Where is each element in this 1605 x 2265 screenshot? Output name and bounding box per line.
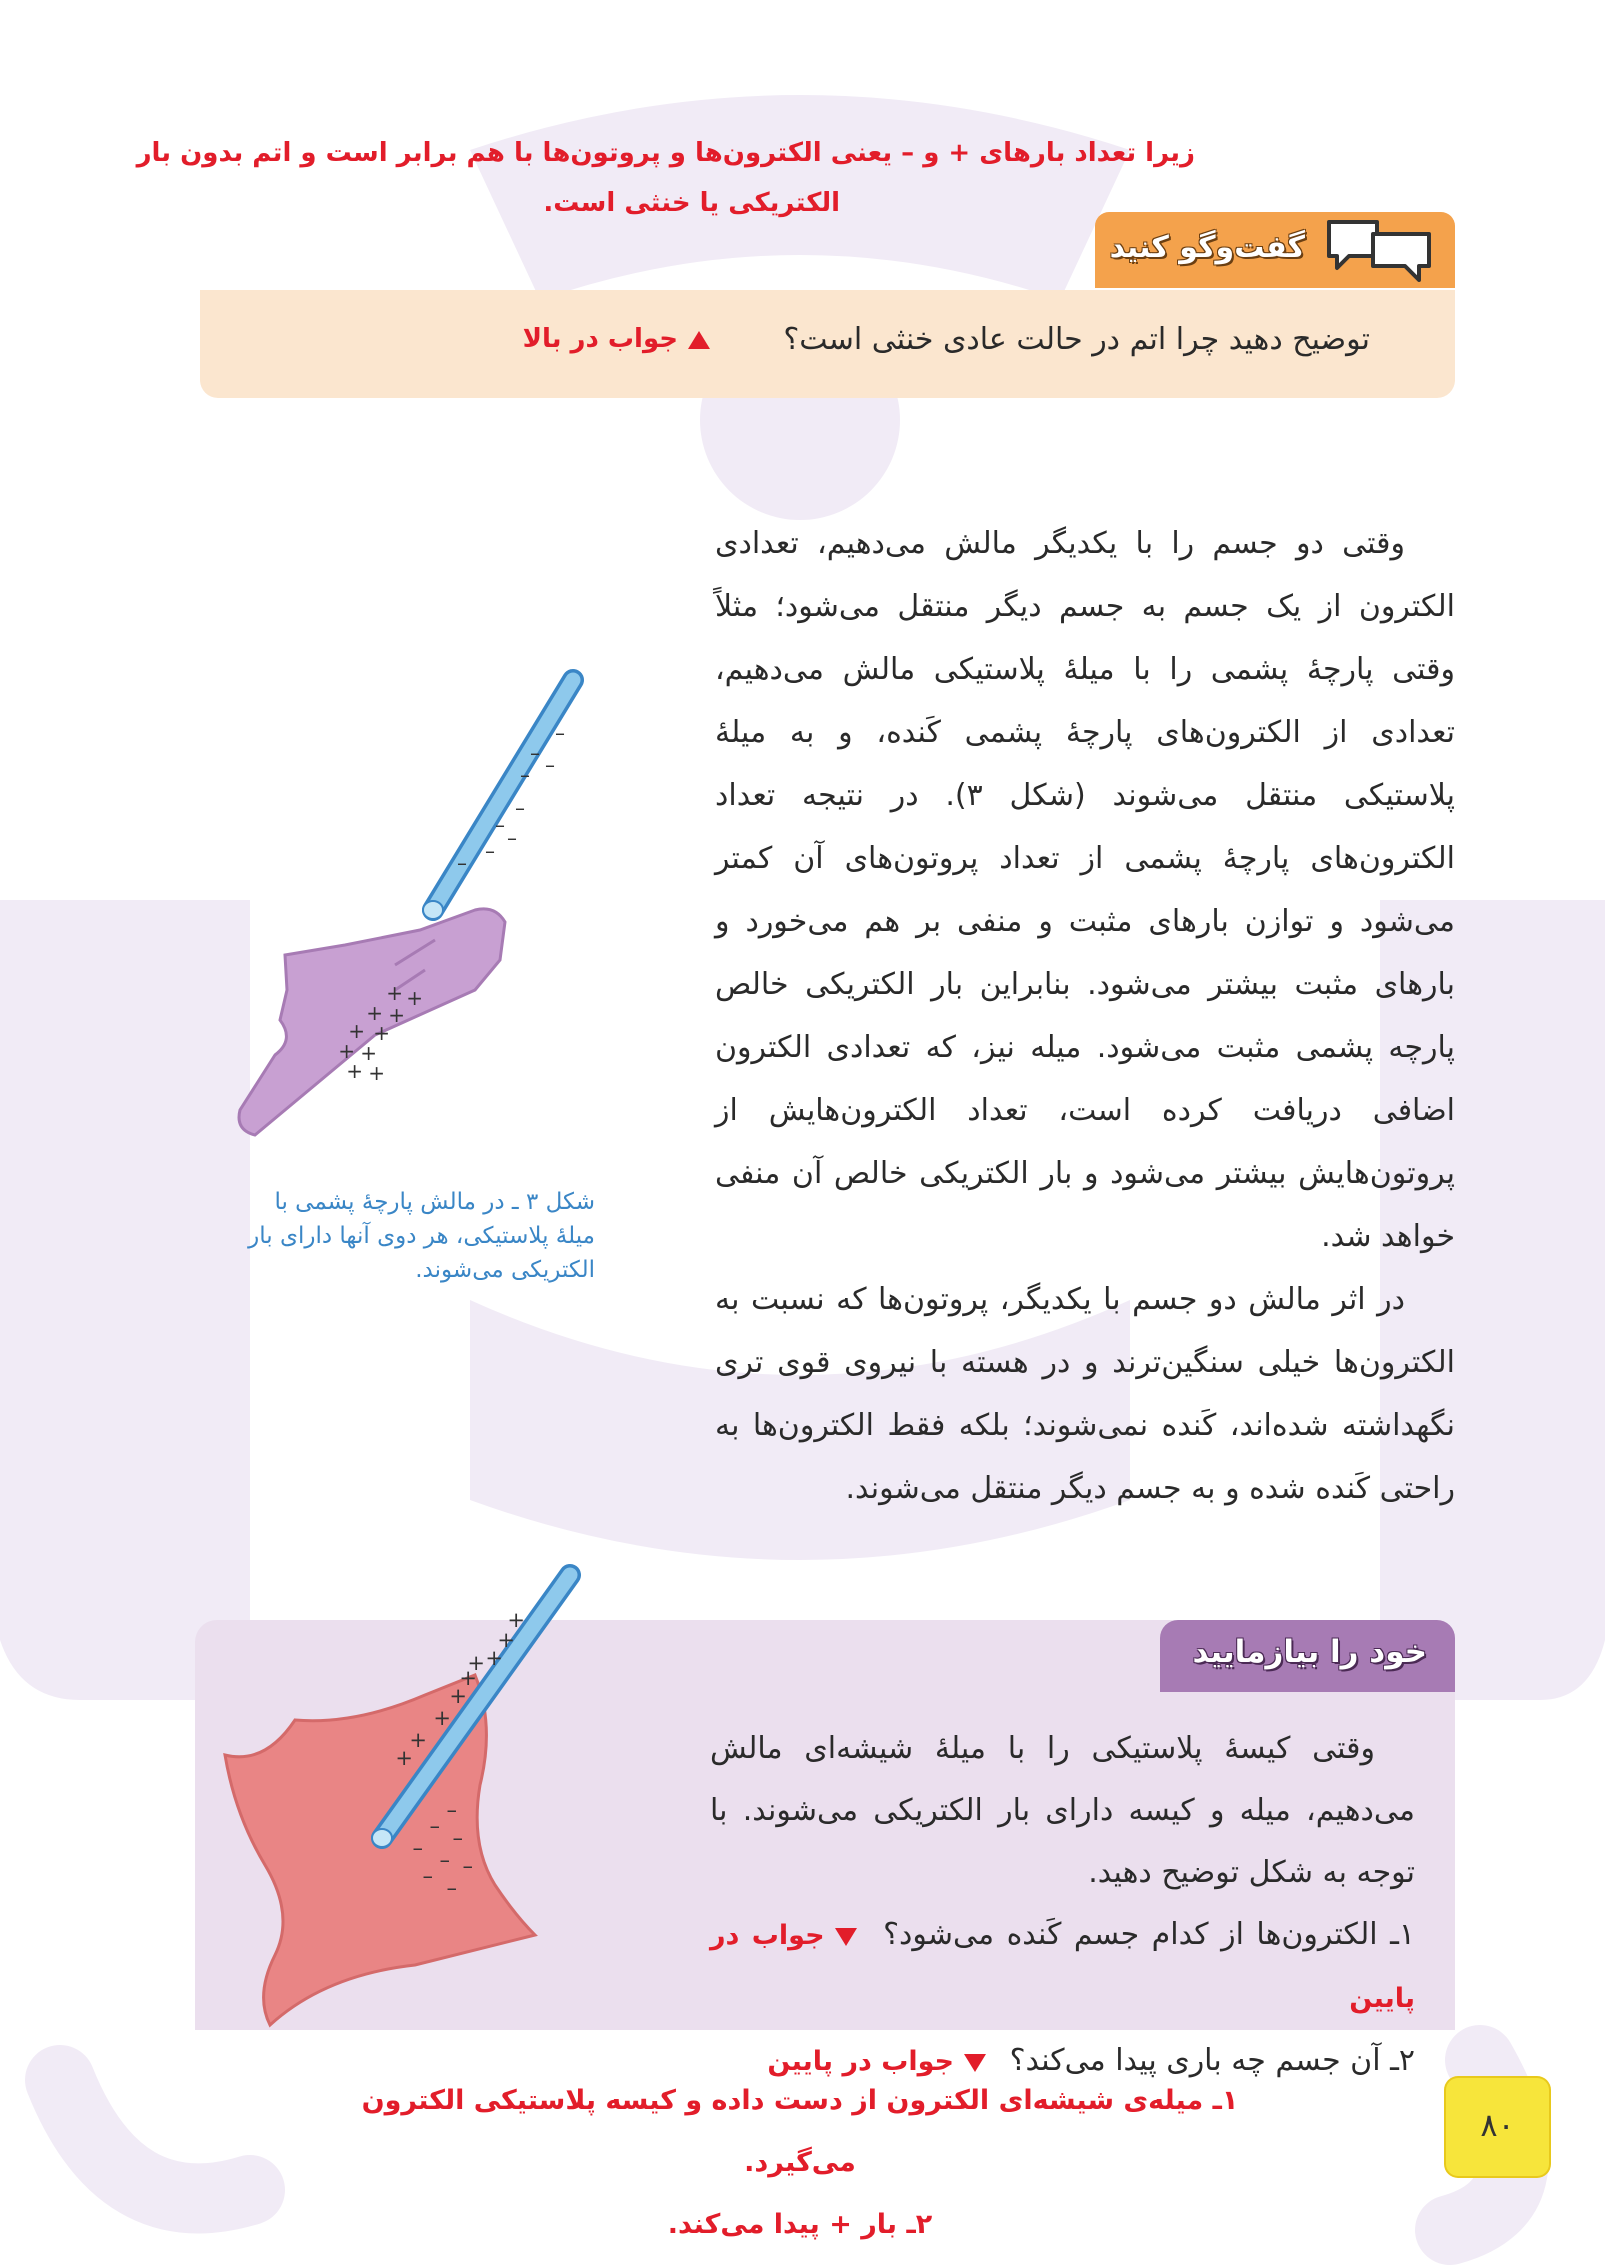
- test-title: خود را بیازمایید: [1192, 1634, 1427, 1670]
- discuss-title: گفت‌وگو کنید: [1109, 230, 1305, 265]
- rod-charge-7: –: [507, 826, 517, 850]
- page-number: ۸۰: [1480, 2106, 1515, 2144]
- rod-charge-6: –: [495, 813, 505, 837]
- bag-charge-4: –: [412, 1836, 423, 1860]
- rod-charge-9: –: [457, 851, 467, 875]
- cloth-charge-10: +: [368, 1061, 385, 1085]
- test-question-2-text: ۲ـ آن جسم چه باری پیدا می‌کند؟: [1009, 2043, 1415, 2078]
- rod-charge-8: –: [485, 839, 495, 863]
- glass-rod-charge-4: +: [467, 1651, 485, 1675]
- glass-rod-charge-7: +: [433, 1706, 451, 1730]
- bottom-answer-2: ۲ـ بار + پیدا می‌کند.: [667, 2209, 933, 2240]
- triangle-down-icon: [964, 2054, 986, 2072]
- rod-charge-2: –: [530, 741, 540, 765]
- triangle-down-icon: [835, 1928, 857, 1946]
- top-answer: [65, 128, 1195, 228]
- rod-charge-3: –: [545, 753, 555, 777]
- bag-charge-6: –: [462, 1854, 473, 1878]
- glass-rod-charge-1: +: [507, 1608, 525, 1632]
- plastic-bag: [225, 1675, 535, 2025]
- test-text: [710, 1718, 1415, 2093]
- glass-rod-charge-8: +: [409, 1728, 427, 1752]
- top-answer-line1: زیرا تعداد بارهای + و – یعنی الکترون‌ها و پروتون‌ها با هم برابر است و اتم بدون بار: [136, 138, 1195, 168]
- cloth-charge-5: +: [348, 1019, 365, 1043]
- bag-charge-3: –: [452, 1826, 463, 1850]
- bag-charge-7: –: [422, 1864, 433, 1888]
- top-answer-line2: الکتریکی یا خنثی است.: [543, 188, 840, 218]
- cloth-charge-3: +: [366, 1001, 383, 1025]
- glass-rod-charge-5: +: [459, 1666, 477, 1690]
- discuss-box: [200, 290, 1455, 398]
- glass-rod-charge-9: +: [395, 1746, 413, 1770]
- discuss-answer-label: جواب در بالا: [522, 324, 678, 354]
- cloth-charge-7: +: [338, 1039, 355, 1063]
- rod-charge-1: –: [555, 721, 565, 745]
- cloth-charge-9: +: [346, 1059, 363, 1083]
- main-paragraph-1: وقتی دو جسم را با یکدیگر مالش می‌دهیم، تعدادی الکترون از یک جسم به جسم دیگر منتقل می‌شود؛ مثلاً وقتی پارچهٔ پشمی را با میلهٔ پلاستیکی مالش می‌دهیم، تعدادی از الکترون‌های پارچهٔ پشمی کَنده، و به میلهٔ پلاستیکی منتقل می‌شوند (شکل ۳). در نتیجه تعداد الکترون‌های پارچهٔ پشمی از تعداد پروتون‌های آن کمتر می‌شود و توازن بارهای مثبت و منفی بر هم می‌خورد و بارهای مثبت بیشتر می‌شود. بنابراین بار الکتریکی خالص پارچه پشمی مثبت می‌شود. میله نیز، که تعدادی الکترون اضافی دریافت کرده است، تعداد الکترون‌هایش از پروتون‌هایش بیشتر می‌شود و بار الکتریکی خالص آن منفی خواهد شد.: [715, 526, 1455, 1254]
- main-paragraph-2: در اثر مالش دو جسم با یکدیگر، پروتون‌ها که نسبت به الکترون‌ها خیلی سنگین‌ترند و در هسته با نیروی قوی تری نگهداشته شده‌اند، کَنده نمی‌شوند؛ بلکه فقط الکترون‌ها به راحتی کَنده شده و به جسم دیگر منتقل می‌شوند.: [715, 1282, 1455, 1506]
- test-header: [1160, 1620, 1455, 1692]
- glass-rod-charge-3: +: [485, 1646, 503, 1670]
- cloth-charge-6: +: [373, 1021, 390, 1045]
- test-question-1-text: ۱ـ الکترون‌ها از کدام جسم کَنده می‌شود؟: [883, 1917, 1415, 1952]
- test-answer-label-1: جواب در پایین: [710, 1920, 1415, 2014]
- bag-charge-5: –: [439, 1848, 450, 1872]
- speech-bubbles-icon: [1323, 216, 1435, 286]
- bottom-answer-1: ۱ـ میله‌ی شیشه‌ای الکترون از دست داده و کیسه پلاستیکی الکترون می‌گیرد.: [361, 2085, 1239, 2178]
- cloth-charge-1: +: [386, 981, 403, 1005]
- bag-charge-2: –: [429, 1814, 440, 1838]
- bag-charge-1: –: [446, 1798, 457, 1822]
- test-question-1: [710, 1904, 1415, 2030]
- test-answer-label-2: جواب در پایین: [767, 2046, 955, 2077]
- page-number-badge: [1450, 2082, 1545, 2172]
- cloth-charge-4: +: [388, 1003, 405, 1027]
- discuss-question: توضیح دهید چرا اتم در حالت عادی خنثی است؟: [783, 322, 1370, 357]
- bottom-answers: [330, 2070, 1270, 2256]
- figure3-illustration: [195, 660, 585, 1180]
- cloth-charge-8: +: [360, 1041, 377, 1065]
- discuss-header: [1095, 212, 1455, 288]
- rod-charge-5: –: [515, 796, 525, 820]
- triangle-up-icon: [688, 331, 710, 349]
- main-text: [715, 512, 1455, 1520]
- bottom-figure-illustration: [195, 1555, 655, 2030]
- cloth-charge-2: +: [406, 986, 423, 1010]
- discuss-answer-pointer: [523, 324, 710, 354]
- rod-charge-4: –: [520, 763, 530, 787]
- bag-charge-8: –: [446, 1876, 457, 1900]
- glass-rod-charge-6: +: [449, 1684, 467, 1708]
- glass-rod-charge-2: +: [497, 1628, 515, 1652]
- test-intro: وقتی کیسهٔ پلاستیکی را با میلهٔ شیشه‌ای مالش می‌دهیم، میله و کیسه دارای بار الکتریکی می‌شوند. با توجه به شکل توضیح دهید.: [710, 1731, 1415, 1890]
- figure3-caption: شکل ۳ ـ در مالش پارچهٔ پشمی با میلهٔ پلاستیکی، هر دوی آنها دارای بار الکتریکی می‌شوند.: [248, 1189, 595, 1283]
